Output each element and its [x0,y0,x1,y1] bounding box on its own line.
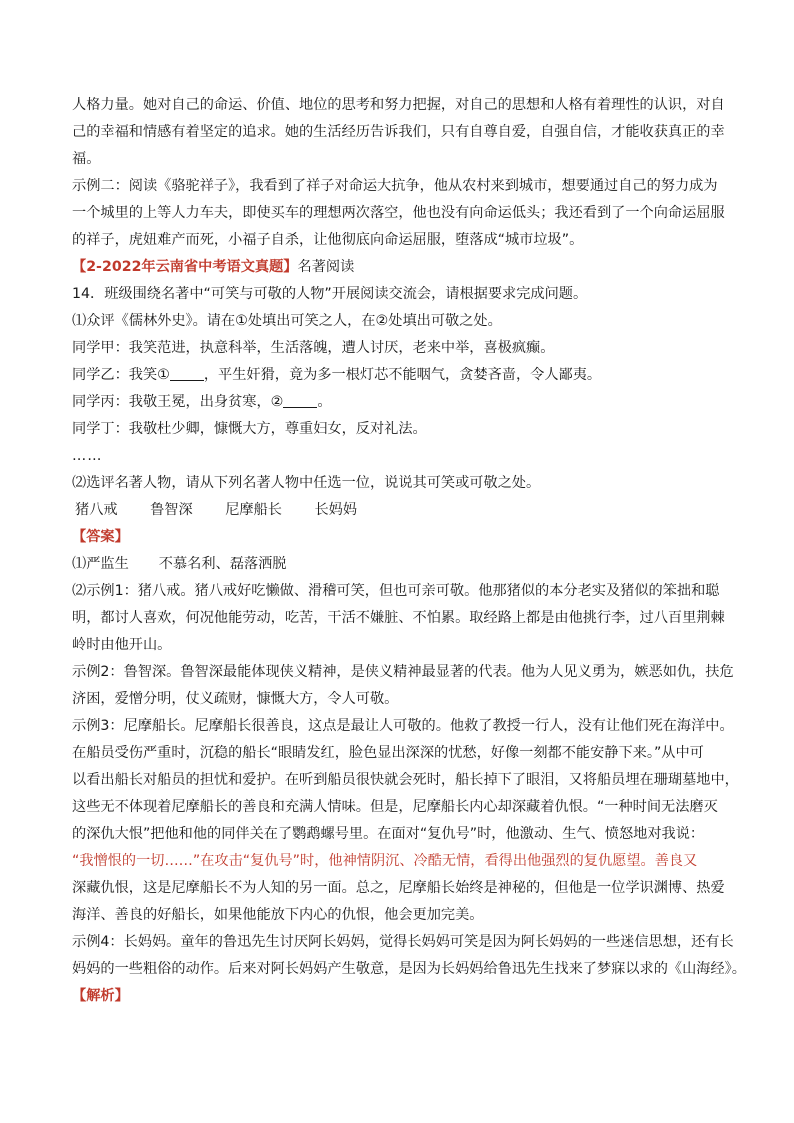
option-luzhishen: 鲁智深 [150,502,193,518]
document-page [72,92,746,1010]
text-line: 示例3：尼摩船长。尼摩船长很善良，这点是最让人可敬的。他救了教授一行人，没有让他们死在海洋中。 [72,718,734,734]
text-line: 明，都讨人喜欢，何况他能劳动，吃苦，干活不嫌脏、不怕累。取经路上都是由他挑行李，过八百里荆棘 [72,610,725,626]
answer-heading: 【答案】 [72,529,129,545]
source-tag: 【2-2022年云南省中考语文真题】 [72,259,298,275]
blank-1 [170,364,204,381]
text-line: ⑵示例1：猪八戒。猪八戒好吃懒做、滑稽可笑，但也可亲可敬。他那猪似的本分老实及猪似的笨拙和聪 [72,583,720,599]
paragraph-continuation [72,92,732,173]
question-part-2: ⑵选评名著人物，请从下列名著人物中任选一位，说说其可笑或可敬之处。 [72,475,541,491]
student-a: 同学甲：我笑范进，执意科举，生活落魄，遭人讨厌，老来中举，喜极疯癫。 [72,340,555,356]
analysis-heading: 【解析】 [72,988,129,1004]
answer-block [72,524,746,983]
text-line: 这些无不体现着尼摩船长的善良和充满人情味。但是，尼摩船长内心却深藏着仇恨。“一种时间无法磨灭 [72,799,718,815]
ellipsis: …… [72,448,103,464]
question-stem: 14．班级围绕名著中“可笑与可敬的人物”开展阅读交流会，请根据要求完成问题。 [72,286,588,302]
text-line: 济困，爱憎分明，仗义疏财，慷慨大方，令人可敬。 [72,691,399,707]
source-label: 名著阅读 [297,259,355,275]
character-options [72,497,732,524]
text-line: 的祥子，虎妞难产而死，小福子自杀，让他彻底向命运屈服，堕落成“城市垃圾”。 [72,232,584,248]
text-line: 海洋、善良的好船长，如果他能放下内心的仇恨，他会更加完美。 [72,907,484,923]
text-line: 在船员受伤严重时，沉稳的船长“眼睛发红，脸色显出深深的忧愁，好像一刻都不能安静下来。”从中可 [72,745,704,761]
text-line: 示例2：鲁智深。鲁智深最能体现侠义精神，是侠义精神最显著的代表。他为人见义勇为，嫉恶如仇，扶危 [72,664,734,680]
text-line: 己的幸福和情感有着坚定的追求。她的生活经历告诉我们，只有自尊自爱，自强自信，才能收获真正的幸 [72,124,725,140]
blank-2 [283,391,317,408]
text-line: 一个城里的上等人力车夫，即使买车的理想两次落空，他也没有向命运低头；我还看到了一个向命运屈服 [72,205,725,221]
example-two [72,173,732,254]
text-line: 深藏仇恨，这是尼摩船长不为人知的另一面。总之，尼摩船长始终是神秘的，但他是一位学识渊博、热爱 [72,880,725,896]
text-line: 人格力量。她对自己的命运、价值、地位的思考和努力把握，对自己的思想和人格有着理性的认识，对自 [72,97,725,113]
question-block [72,281,732,524]
student-c: 同学丙：我敬王冕，出身贫寒，② 。 [72,389,732,416]
question-source [72,254,732,281]
option-zhubajie: 猪八戒 [75,502,118,518]
question-part-1: ⑴众评《儒林外史》。请在①处填出可笑之人，在②处填出可敬之处。 [72,313,502,329]
text-line: 示例4：长妈妈。童年的鲁迅先生讨厌阿长妈妈，觉得长妈妈可笑是因为阿长妈妈的一些迷信思想，还有长 [72,934,734,950]
text-line: 以看出船长对船员的担忧和爱护。在听到船员很快就会死时，船长掉下了眼泪，又将船员埋在珊瑚墓地中， [72,772,739,788]
text-line: 妈妈的一些粗俗的动作。后来对阿长妈妈产生敬意，是因为长妈妈给鲁迅先生找来了梦寐以求的《山海经》。 [72,961,746,977]
option-nemo: 尼摩船长 [225,502,282,518]
text-line: 岭时由他开山。 [72,637,172,653]
text-line: 示例二：阅读《骆驼祥子》，我看到了祥子对命运大抗争，他从农村来到城市，想要通过自己的努力成为 [72,178,718,194]
answer-part-1: ⑴严监生 不慕名利、磊落洒脱 [72,556,287,572]
text-line: 的深仇大恨”把他和他的同伴关在了鹦鹉螺号里。在面对“复仇号”时，他激动、生气、愤怒地对我说： [72,826,705,842]
option-changmama: 长妈妈 [314,502,358,518]
student-b: 同学乙：我笑① ，平生奸猾，竟为多一根灯芯不能咽气，贪婪吝啬，令人鄙夷。 [72,362,732,389]
text-line: 福。 [72,151,101,167]
student-d: 同学丁：我敬杜少卿，慷慨大方，尊重妇女，反对礼法。 [72,421,427,437]
quoted-line: “我憎恨的一切……”在攻击“复仇号”时，他神情阴沉、冷酷无情，看得出他强烈的复仇愿望。善良又 [72,853,698,869]
